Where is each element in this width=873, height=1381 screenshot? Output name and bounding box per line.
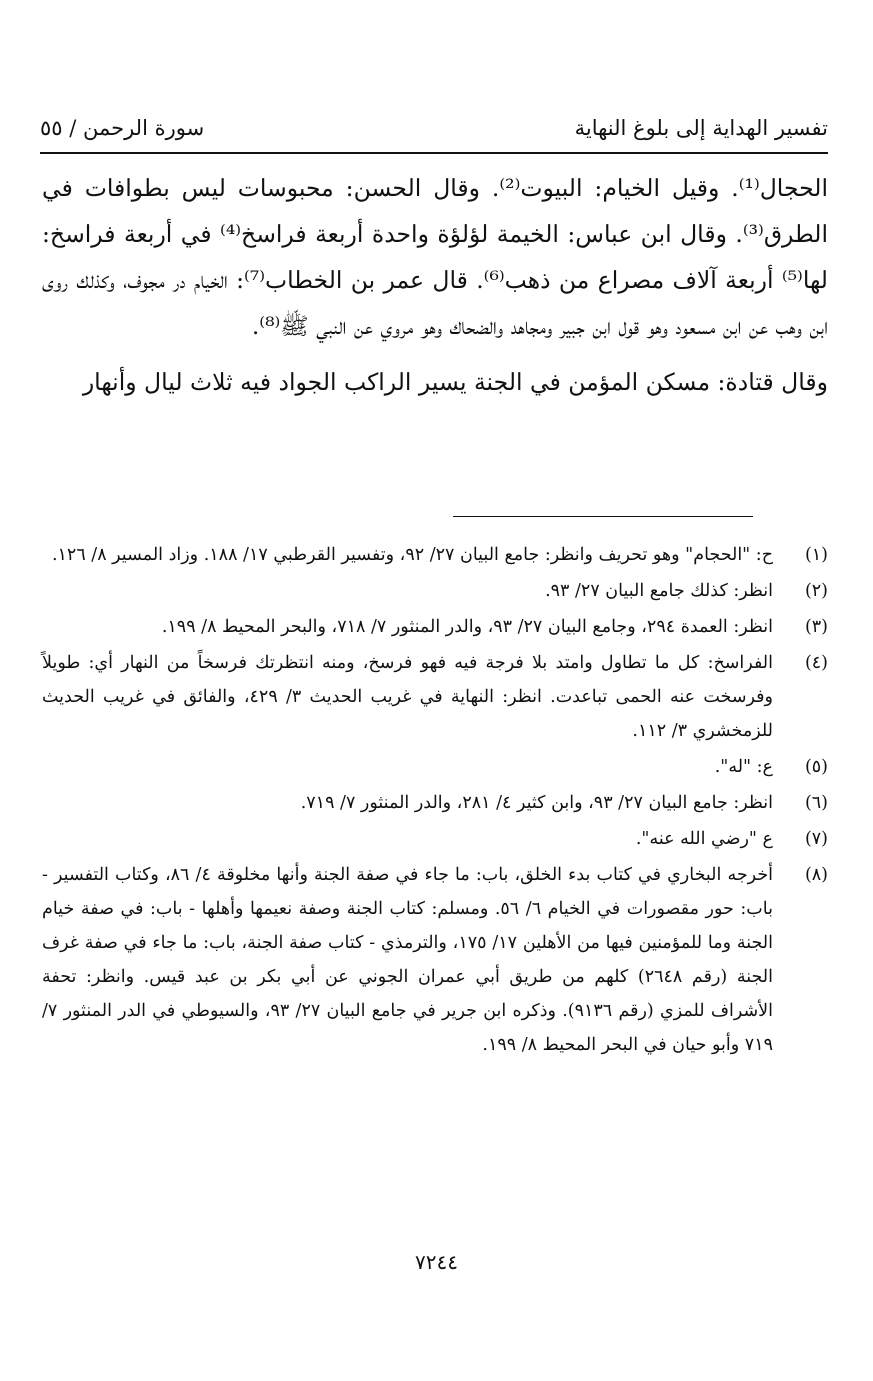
- footnote: [42, 646, 828, 748]
- surah-label: سورة الرحمن / ٥٥: [40, 116, 205, 140]
- footnote-text: انظر: العمدة ٢٩٤، وجامع البيان ٢٧/ ٩٣، والدر المنثور ٧/ ٧١٨، والبحر المحيط ٨/ ١٩٩.: [161, 617, 773, 637]
- footnote-number: (٦): [804, 793, 828, 813]
- footnote: [42, 858, 828, 1062]
- footnotes: [42, 538, 828, 1064]
- footnote: [42, 610, 828, 644]
- book-title: تفسير الهداية إلى بلوغ النهاية: [574, 116, 828, 140]
- footnote: [42, 750, 828, 784]
- footnote-number: (٣): [804, 617, 828, 637]
- footnote: [42, 786, 828, 820]
- page-number: ٧٢٤٤: [415, 1250, 458, 1274]
- footnote-text: أخرجه البخاري في كتاب بدء الخلق، باب: ما جاء في صفة الجنة وأنها مخلوقة ٤/ ٨٦، وكتاب التفسير - باب: حور مقصورات في الخيام ٦/ ٥٦. ومسلم: كتاب الجنة وصفة نعيمها وأهلها - باب: في صفة خيام الجنة وما للمؤمنين فيها من الأهلين ١٧/ ١٧٥، والترمذي - كتاب صفة الجنة، باب: ما جاء في صفة غرف الجنة (رقم ٢٦٤٨) كلهم من طريق أبي عمران الجوني عن أبي بكر بن عبد قيس. وانظر: تحفة الأشراف للمزي (رقم ٩١٣٦). وذكره ابن جرير في جامع البيان ٢٧/ ٩٣، والسيوطي في الدر المنثور ٧/ ٧١٩ وأبو حيان في البحر المحيط ٨/ ١٩٩.: [42, 865, 774, 1055]
- footnote-number: (٨): [804, 865, 828, 885]
- footnote-divider: [453, 516, 753, 517]
- footnote-text: انظر: كذلك جامع البيان ٢٧/ ٩٣.: [545, 581, 773, 601]
- footnote-text: ح: "الحجام" وهو تحريف وانظر: جامع البيان ٢٧/ ٩٢، وتفسير القرطبي ١٧/ ١٨٨. وزاد المسير ٨/ ١٢٦.: [51, 545, 773, 565]
- footnote: [42, 538, 828, 572]
- footnote-number: (٥): [804, 757, 828, 777]
- main-text: [42, 165, 828, 405]
- footnote-text: ع: "له".: [714, 757, 773, 777]
- footnote: [42, 574, 828, 608]
- footnote-text: انظر: جامع البيان ٢٧/ ٩٣، وابن كثير ٤/ ٢٨١، والدر المنثور ٧/ ٧١٩.: [300, 793, 773, 813]
- footnote-number: (٤): [804, 653, 828, 673]
- footnote: [42, 822, 828, 856]
- running-header: [40, 108, 828, 154]
- footnote-number: (١): [804, 545, 828, 565]
- footnote-text: الفراسخ: كل ما تطاول وامتد بلا فرجة فيه فهو فرسخ، ومنه انتظرتك فرسخاً من النهار أي: طويلاً وفرسخت عنه الحمى تباعدت. انظر: النهاية في غريب الحديث ٣/ ٤٢٩، والفائق في غريب الحديث للزمخشري ٣/ ١١٢.: [42, 653, 773, 741]
- footnote-text: ع "رضي الله عنه".: [635, 829, 773, 849]
- main-paragraph: الحجال⁽¹⁾. وقيل الخيام: البيوت⁽²⁾. وقال الحسن: محبوسات ليس بطوافات في الطرق⁽³⁾. وقال ابن عباس: الخيمة لؤلؤة واحدة أربعة فراسخ⁽⁴⁾ في أربعة فراسخ: لها⁽⁵⁾ أربعة آلاف مصراع من ذهب⁽⁶⁾. قال عمر بن الخطاب⁽⁷⁾: الخيام در مجوف، وكذلك روى ابن وهب عن ابن مسعود وهو قول ابن جبير ومجاهد والضحاك وهو مروي عن النبي ﷺ⁽⁸⁾.: [42, 174, 828, 340]
- footnote-number: (٧): [804, 829, 828, 849]
- main-paragraph: وقال قتادة: مسكن المؤمن في الجنة يسير الراكب الجواد فيه ثلاث ليال وأنهار: [82, 368, 828, 396]
- footnote-number: (٢): [804, 581, 828, 601]
